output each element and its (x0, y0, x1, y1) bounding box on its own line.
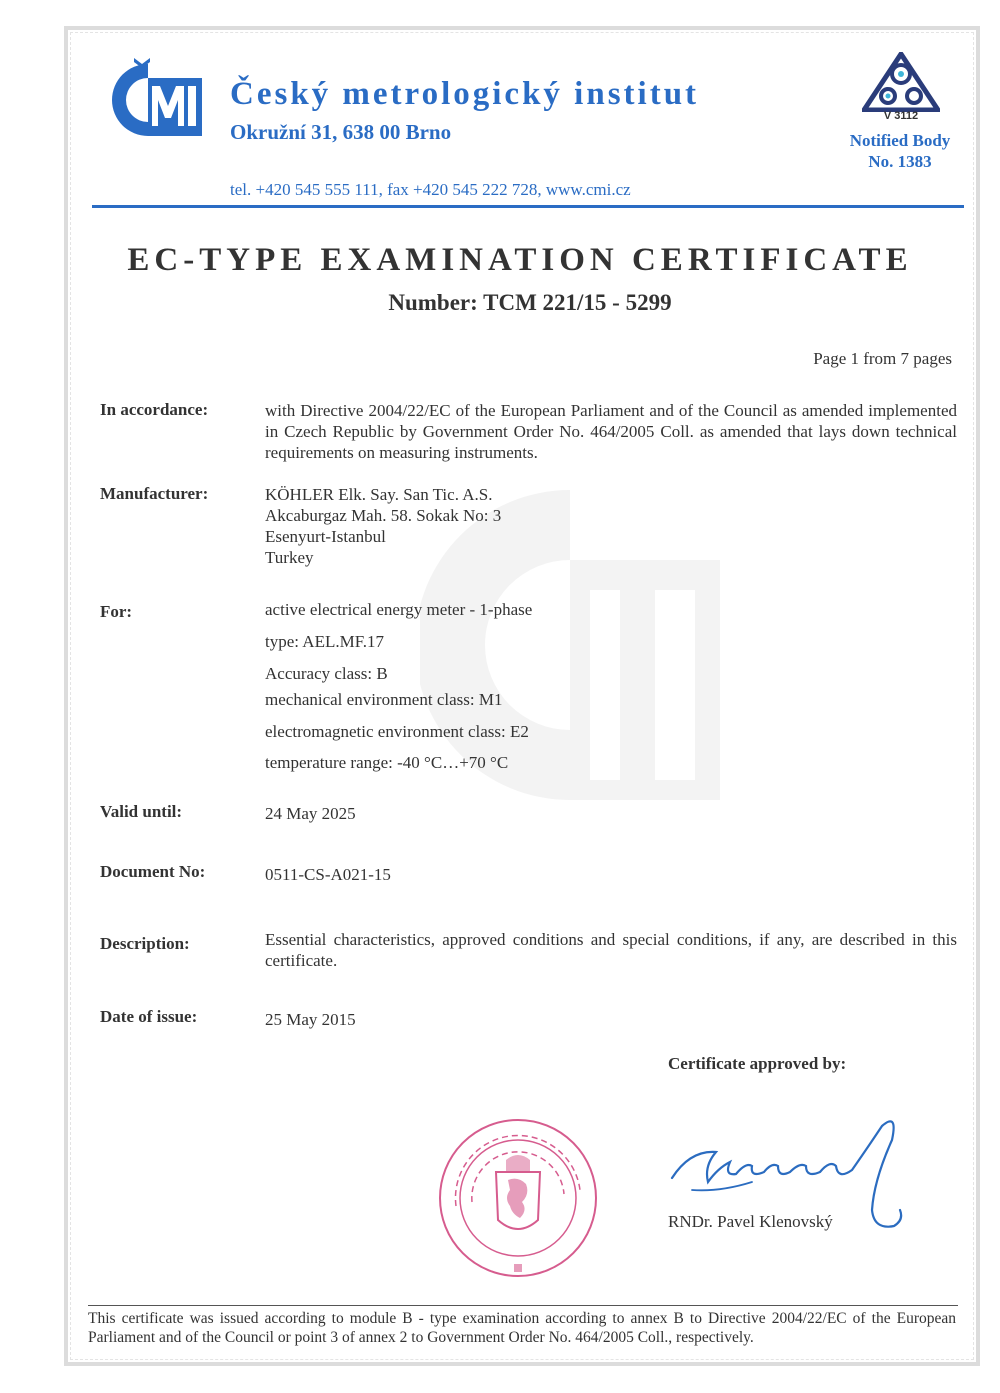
signer-name: RNDr. Pavel Klenovský (668, 1212, 833, 1231)
manufacturer-line: KÖHLER Elk. Say. San Tic. A.S. (265, 485, 493, 504)
official-stamp-icon (426, 1110, 606, 1280)
for-line: mechanical environment class: M1 (265, 690, 503, 709)
date-of-issue-label: Date of issue: (100, 1007, 198, 1026)
certificate-number: Number: TCM 221/15 - 5299 (388, 290, 672, 315)
description-label: Description: (100, 934, 190, 953)
approved-by-label: Certificate approved by: (668, 1054, 847, 1073)
document-no-value: 0511-CS-A021-15 (265, 865, 391, 884)
notified-body-code: V 3112 (883, 110, 919, 122)
for-line: Accuracy class: B (265, 664, 388, 683)
notified-body-number: No. 1383 (868, 152, 932, 171)
manufacturer-line: Esenyurt-Istanbul (265, 527, 386, 546)
cmi-logo (108, 58, 204, 138)
for-line: type: AEL.MF.17 (265, 632, 385, 651)
accordance-label: In accordance: (100, 400, 209, 419)
valid-until-label: Valid until: (100, 802, 183, 821)
certificate-title: EC-TYPE EXAMINATION CERTIFICATE (127, 242, 913, 278)
page-indicator: Page 1 from 7 pages (813, 349, 952, 368)
document-no-label: Document No: (100, 862, 206, 881)
for-label: For: (100, 602, 133, 621)
institute-contact: tel. +420 545 555 111, fax +420 545 222 728, www.cmi.cz (230, 180, 631, 199)
notified-body-text: Notified Body (849, 131, 951, 150)
header-divider (92, 205, 964, 208)
manufacturer-line: Akcaburgaz Mah. 58. Sokak No: 3 (265, 506, 502, 525)
institute-address: Okružní 31, 638 00 Brno (230, 120, 452, 144)
for-line: electromagnetic environment class: E2 (265, 722, 529, 741)
for-line: active electrical energy meter - 1-phase (265, 600, 533, 619)
valid-until-value: 24 May 2025 (265, 804, 356, 823)
footer-divider (88, 1305, 958, 1306)
for-line: temperature range: -40 °C…+70 °C (265, 753, 509, 772)
footer-note: This certificate was issued according to module B - type examination according to annex B to Directive 2004/22/EC of the European Parliament and of the Council or point 3 of annex 2 to Government Order No. 464/2005 Coll., respectively. (88, 1310, 956, 1346)
notified-body-label (838, 130, 962, 172)
institute-name: Český metrologický institut (230, 76, 700, 112)
manufacturer-label: Manufacturer: (100, 484, 209, 503)
date-of-issue-value: 25 May 2015 (265, 1010, 356, 1029)
description-value: Essential characteristics, approved conditions and special conditions, if any, are described in this certificate. (265, 930, 957, 970)
notified-body-triangle-icon (862, 52, 940, 112)
manufacturer-line: Turkey (265, 548, 314, 567)
accordance-value: with Directive 2004/22/EC of the European Parliament and of the Council as amended implemented in Czech Republic by Government Order No. 464/2005 Coll. as amended that lays down technical requirements on measuring instruments. (265, 401, 957, 462)
manufacturer-value (265, 484, 957, 568)
